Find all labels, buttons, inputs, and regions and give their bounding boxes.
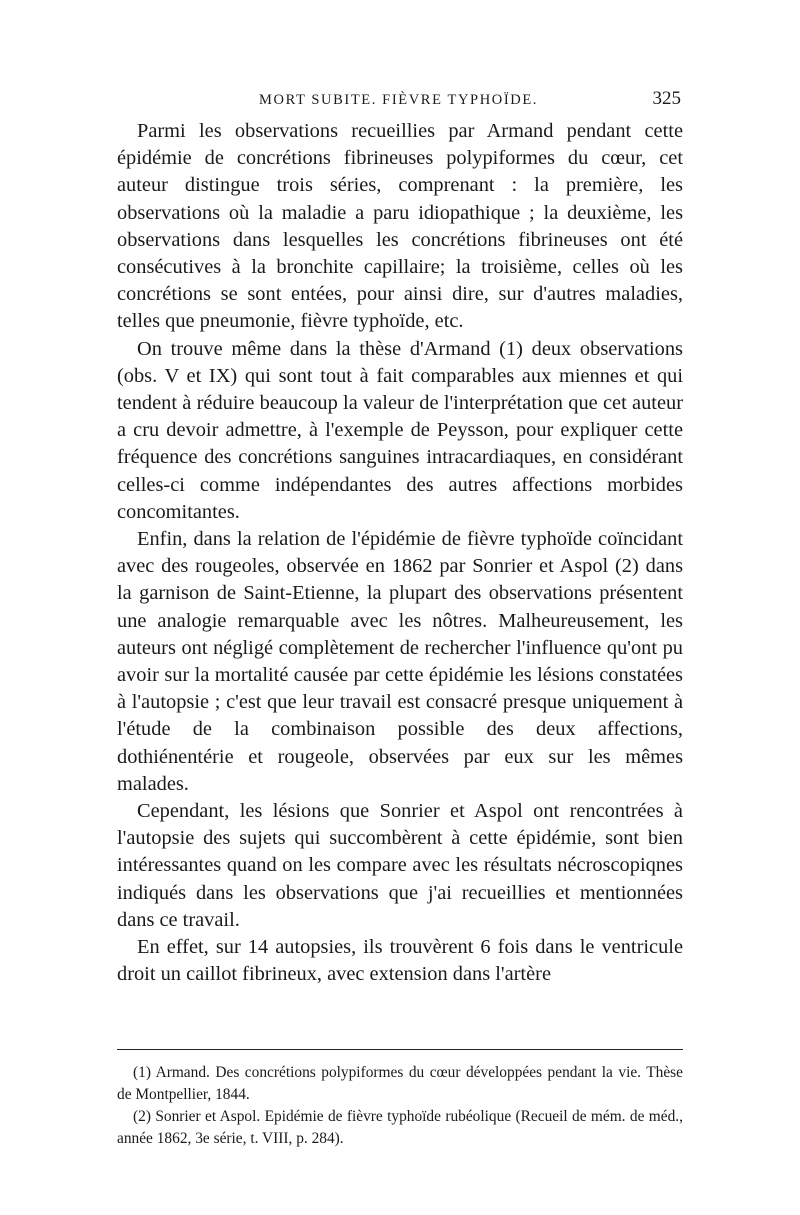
paragraph: Enfin, dans la relation de l'épidémie de fièvre typhoïde coïncidant avec des rougeoles, observée en 1862 par Sonrier et Aspol (2) dans la garnison de Saint-Etienne, la plupart des observations présentent une analogie remarquable avec les nôtres. Malheureusement, les auteurs ont négligé complètement de rechercher l'influence qu'ont pu avoir sur la mortalité causée par cette épidémie les lésions constatées à l'autopsie ; c'est que leur travail est consacré presque uniquement à l'étude de la combinaison possible des deux affections, dothiénentérie et rougeole, observées par eux sur les mêmes malades. xyxy=(117,528,683,795)
footnotes xyxy=(117,1062,683,1151)
footnote-divider xyxy=(117,1049,683,1050)
running-title: MORT SUBITE. FIÈVRE TYPHOÏDE. xyxy=(259,92,539,108)
page-header xyxy=(117,88,683,118)
book-page xyxy=(117,88,683,1150)
page-number: 325 xyxy=(652,88,681,109)
main-text xyxy=(117,118,683,989)
paragraph: Parmi les observations recueillies par Armand pendant cette épidémie de concrétions fibrineuses polypiformes du cœur, cet auteur distingue trois séries, comprenant : la première, les observations où la maladie a paru idiopathique ; la deuxième, les observations dans lesquelles les concrétions fibrineuses ont été consécutives à la bronchite capillaire; la troisième, celles où les concrétions se sont entées, pour ainsi dire, sur d'autres maladies, telles que pneumonie, fièvre typhoïde, etc. xyxy=(117,120,683,333)
footnote: (2) Sonrier et Aspol. Epidémie de fièvre typhoïde rubéolique (Recueil de mém. de méd., année 1862, 3e série, t. VIII, p. 284). xyxy=(117,1107,683,1148)
paragraph: Cependant, les lésions que Sonrier et Aspol ont rencontrées à l'autopsie des sujets qui succombèrent à cette épidémie, sont bien intéressantes quand on les compare avec les résultats nécroscopiqnes indiqués dans les observations que j'ai recueillies et mentionnées dans ce travail. xyxy=(117,800,683,931)
paragraph: En effet, sur 14 autopsies, ils trouvèrent 6 fois dans le ventricule droit un caillot fibrineux, avec extension dans l'artère xyxy=(117,936,683,986)
footnote: (1) Armand. Des concrétions polypiformes du cœur développées pendant la vie. Thèse de Montpellier, 1844. xyxy=(117,1063,683,1103)
paragraph: On trouve même dans la thèse d'Armand (1) deux observations (obs. V et IX) qui sont tout à fait comparables aux miennes et qui tendent à réduire beaucoup la valeur de l'interprétation que cet auteur a cru devoir admettre, à l'exemple de Peysson, pour expliquer cette fréquence des concrétions sanguines intracardiaques, en considérant celles-ci comme indépendantes des autres affections morbides concomitantes. xyxy=(117,337,683,523)
